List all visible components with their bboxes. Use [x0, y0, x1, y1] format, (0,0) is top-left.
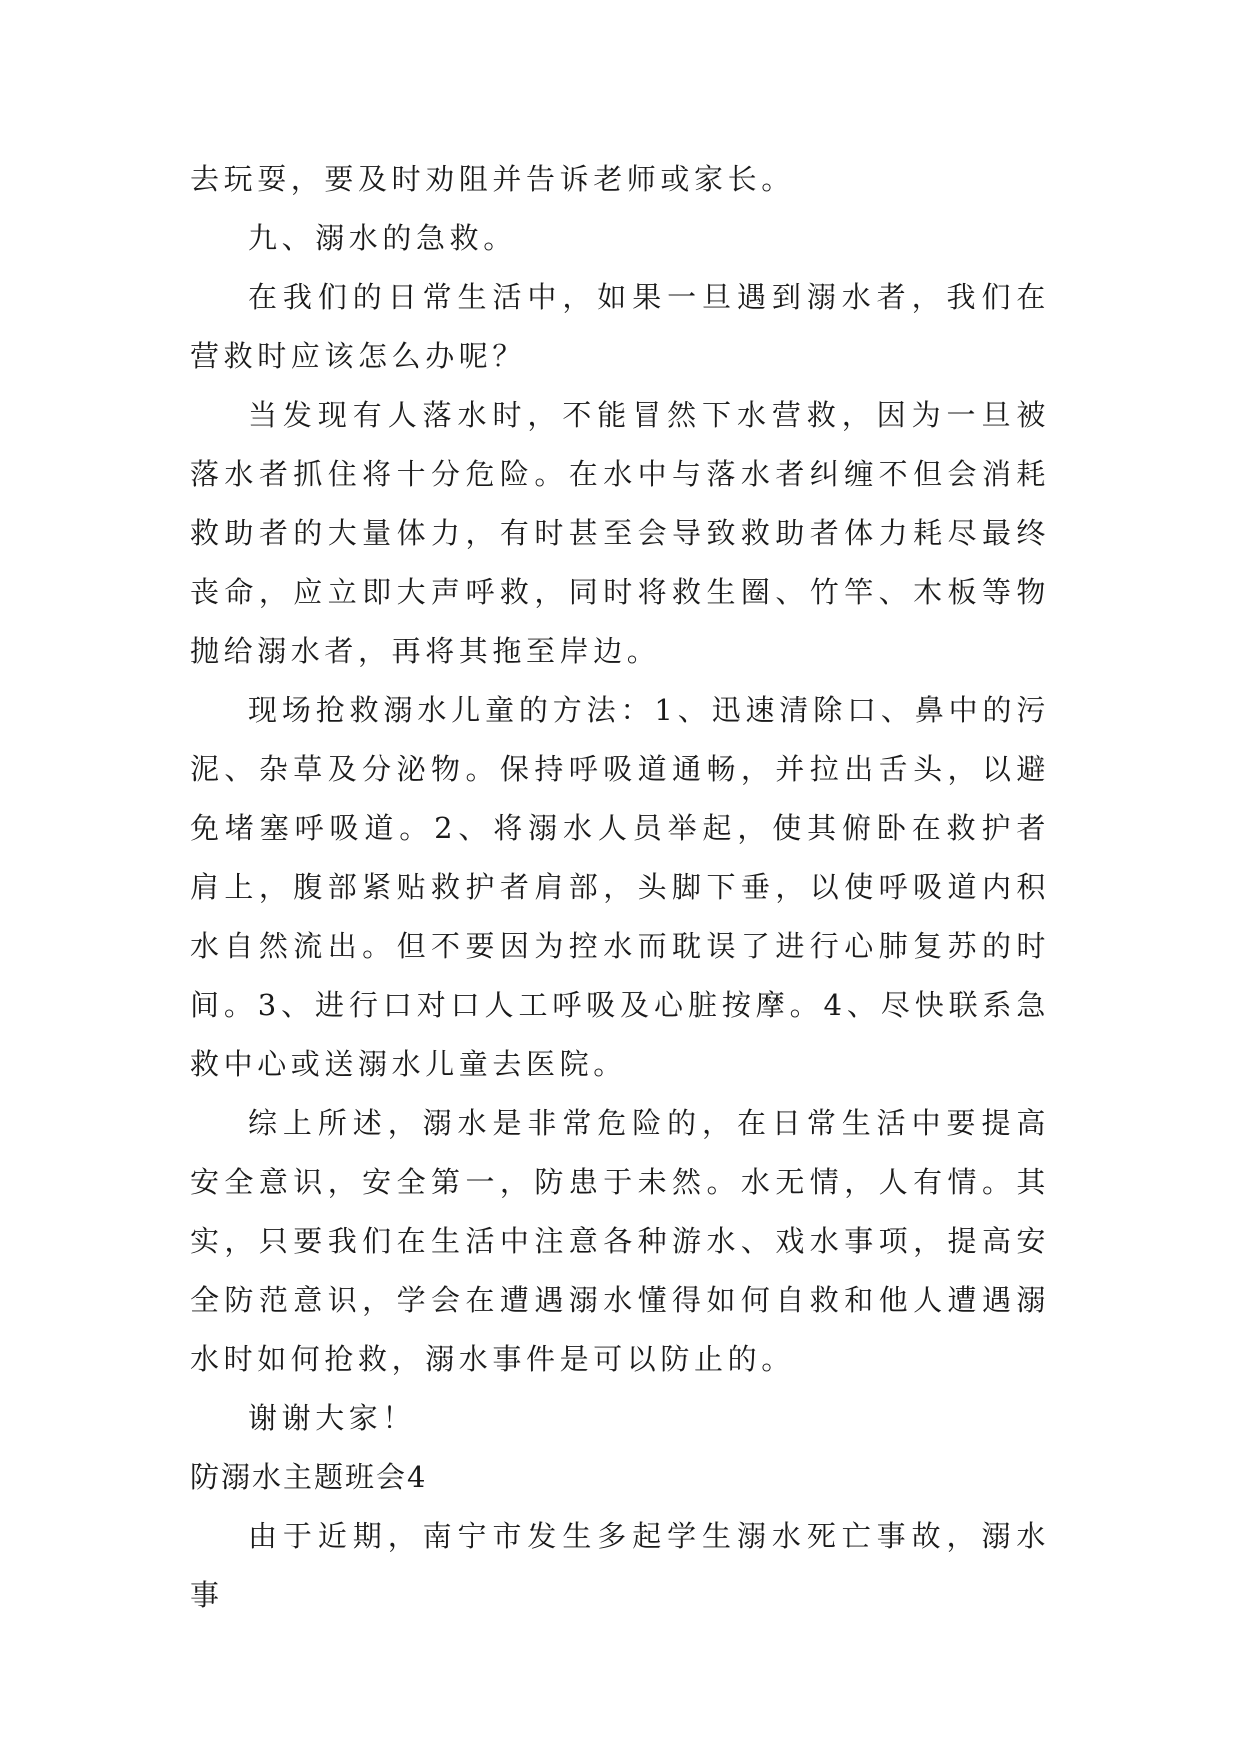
paragraph-rescue-advice: 当发现有人落水时，不能冒然下水营救，因为一旦被落水者抓住将十分危险。在水中与落水者纠缠不但会消耗救助者的大量体力，有时甚至会导致救助者体力耗尽最终丧命，应立即大声呼救，同时将救生圈、竹竿、木板等物抛给溺水者，再将其拖至岸边。: [190, 398, 1050, 668]
paragraph-intro: 由于近期，南宁市发生多起学生溺水死亡事故，溺水事: [190, 1519, 1050, 1612]
document-body: [190, 150, 1050, 1625]
paragraph-continuation: 去玩耍，要及时劝阻并告诉老师或家长。: [190, 162, 795, 196]
paragraph-rescue-method: 现场抢救溺水儿童的方法：1、迅速清除口、鼻中的污泥、杂草及分泌物。保持呼吸道通畅，并拉出舌头，以避免堵塞呼吸道。2、将溺水人员举起，使其俯卧在救护者肩上，腹部紧贴救护者肩部，头脚下垂，以使呼吸道内积水自然流出。但不要因为控水而耽误了进行心肺复苏的时间。3、进行口对口人工呼吸及心脏按摩。4、尽快联系急救中心或送溺水儿童去医院。: [190, 693, 1050, 1081]
section-heading-first-aid: 九、溺水的急救。: [248, 221, 517, 255]
document-section-title: 防溺水主题班会4: [190, 1460, 428, 1494]
paragraph-thanks: 谢谢大家！: [248, 1401, 417, 1435]
paragraph-question: 在我们的日常生活中，如果一旦遇到溺水者，我们在营救时应该怎么办呢？: [190, 280, 1050, 373]
paragraph-summary: 综上所述，溺水是非常危险的，在日常生活中要提高安全意识，安全第一，防患于未然。水无情，人有情。其实，只要我们在生活中注意各种游水、戏水事项，提高安全防范意识，学会在遭遇溺水懂得如何自救和他人遭遇溺水时如何抢救，溺水事件是可以防止的。: [190, 1106, 1050, 1376]
